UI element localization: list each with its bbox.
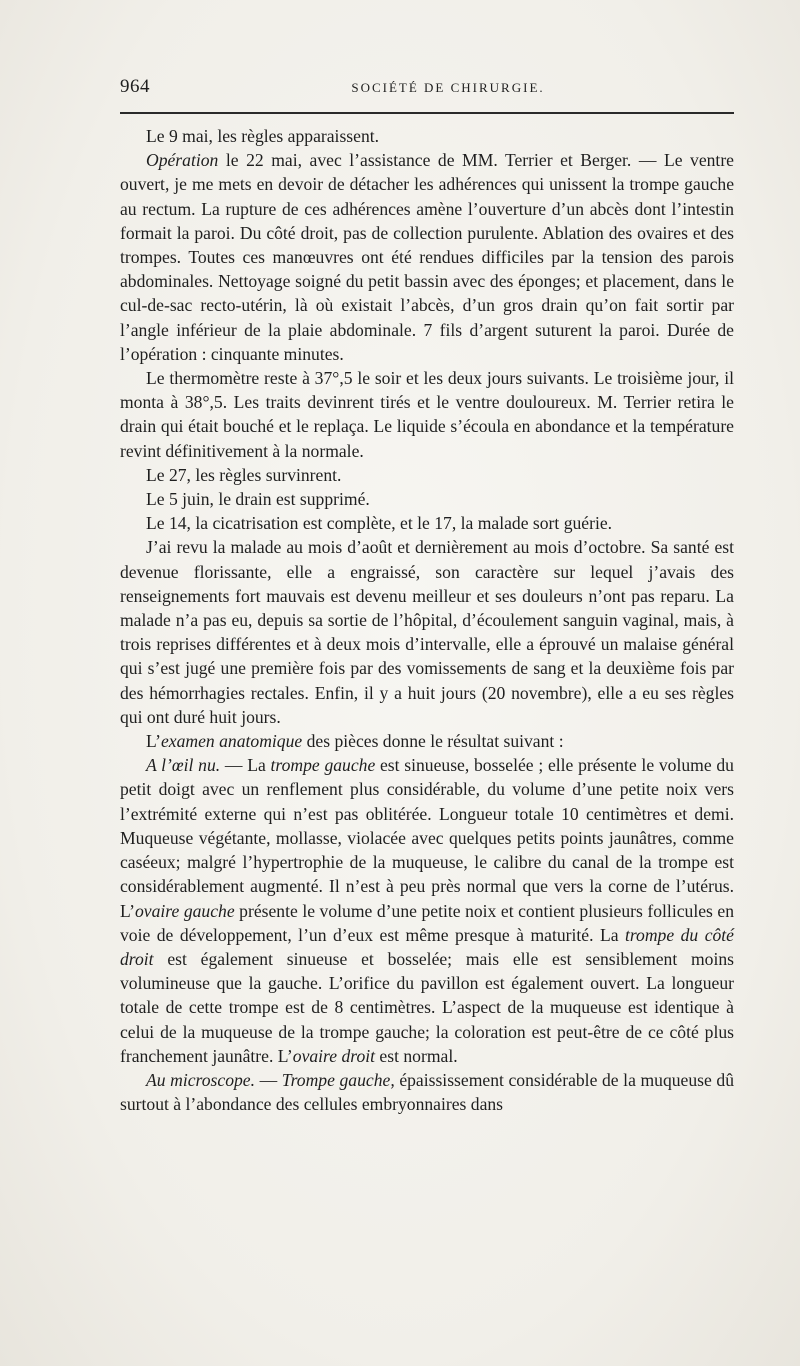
paragraph-text: des pièces donne le résultat suivant : — [302, 731, 564, 752]
italic-text: examen anatomique — [161, 731, 303, 752]
paragraph — [120, 463, 734, 487]
italic-text: trompe gauche — [270, 755, 376, 776]
paragraph-text: le 22 mai, avec l’assistance de MM. Terrier et Berger. — Le ventre ouvert, je me mets en devoir de détacher les adhérences qui unissent la trompe gauche au rectum. La rupture de ces adhérences amène l’ouverture d’un abcès dont l’intestin formait la paroi. Du côté droit, pas de collection purulente. Ablation des ovaires et des trompes. Toutes ces manœuvres ont été rendues difficiles par la tension des parois abdominales. Nettoyage soigné du petit bassin avec des éponges; et placement, dans le cul-de-sac recto-utérin, là où existait l’abcès, d’un gros drain qu’on fait sortir par l’angle inférieur de la plaie abdominale. 7 fils d’argent suturent la paroi. Durée de l’opération : cinquante minutes. — [120, 150, 734, 364]
paragraph — [120, 511, 734, 535]
page-number: 964 — [120, 76, 150, 97]
italic-text: Opération — [146, 150, 219, 171]
paragraph-text: est normal. — [375, 1045, 458, 1066]
paragraph-text: Le 9 mai, les règles apparaissent. — [146, 126, 380, 146]
paragraph-text: est sinueuse, bosselée ; elle présente le volume du petit doigt avec un renflement plus considérable, du volume d’une petite noix vers l’extrémité externe qui n’est pas oblitérée. Longueur totale 10 centimètres et demi. Muqueuse végétante, mollasse, violacée avec quelques petits points jaunâtres, comme caséeux; malgré l’hypertrophie de la muqueuse, le calibre du canal de la trompe est considérablement augmenté. Il n’est à peu près normal que vers la corne de l’utérus. L’ — [120, 755, 734, 921]
paragraph-text: présente le volume d’une petite noix et contient plusieurs follicules en voie de développement, l’un d’eux est même presque à maturité. La — [120, 900, 735, 945]
paragraph-text: — La — [220, 755, 271, 776]
paragraph-text: — — [255, 1069, 282, 1090]
running-head: SOCIÉTÉ DE CHIRURGIE. — [351, 80, 545, 95]
italic-text: ovaire droit — [292, 1045, 376, 1066]
paragraph — [120, 124, 734, 148]
italic-text: Trompe gauche, — [281, 1069, 395, 1090]
paragraph-text: Le 5 juin, le drain est supprimé. — [146, 489, 370, 510]
paragraph-text: épaississement considérable de la muqueuse dû surtout à l’abondance des cellules embryonnaires dans — [120, 1069, 735, 1115]
italic-text: ovaire gauche — [135, 900, 235, 921]
paragraph — [120, 729, 734, 753]
paragraph — [120, 148, 734, 366]
paragraph-text: est également sinueuse et bosselée; mais elle est sensiblement moins volumineuse que la gauche. L’orifice du pavillon est également ouvert. La longueur totale de cette trompe est de 8 centimètres. L’aspect de la muqueuse est identique à celui de la muqueuse de la trompe gauche; la coloration est peut-être de ce côté plus franchement jaunâtre. L’ — [120, 948, 734, 1066]
italic-text: trompe du côté droit — [120, 924, 734, 969]
paragraph-text: Le 27, les règles survinrent. — [146, 464, 342, 485]
page-header — [120, 72, 736, 102]
paragraph-text: Le 14, la cicatrisation est complète, et le 17, la malade sort guérie. — [146, 513, 613, 534]
paragraph — [120, 366, 734, 463]
header-rule — [120, 112, 734, 114]
paragraph — [120, 487, 734, 511]
italic-text: A l’œil nu. — [146, 755, 221, 776]
paragraph — [120, 753, 734, 1068]
italic-text: Au microscope. — [146, 1069, 255, 1090]
paragraph-text: L’ — [146, 731, 161, 752]
paragraph — [120, 535, 734, 729]
paragraph-text: J’ai revu la malade au mois d’août et dernièrement au mois d’octobre. Sa santé est devenue florissante, elle a engraissé, son caractère sur lequel j’avais des renseignements fort mauvais est devenu meilleur et ses douleurs n’ont pas reparu. La malade n’a pas eu, depuis sa sortie de l’hôpital, d’écoulement sanguin vaginal, mais, à trois reprises différentes et à deux mois d’intervalle, elle a éprouvé un malaise général qui s’est jugé une première fois par des vomissements de sang et la deuxième fois par des hémorrhagies rectales. Enfin, il y a huit jours (20 novembre), elle a eu ses règles qui ont duré huit jours. — [120, 537, 734, 727]
paragraph-text: Le thermomètre reste à 37°,5 le soir et les deux jours suivants. Le troisième jour, il monta à 38°,5. Les traits devinrent tirés et le ventre douloureux. M. Terrier retira le drain qui était bouché et le replaça. Le liquide s’écoula en abondance et la température revint définitivement à la normale. — [120, 368, 734, 461]
paragraph — [120, 1068, 734, 1116]
body-text — [120, 124, 734, 1116]
